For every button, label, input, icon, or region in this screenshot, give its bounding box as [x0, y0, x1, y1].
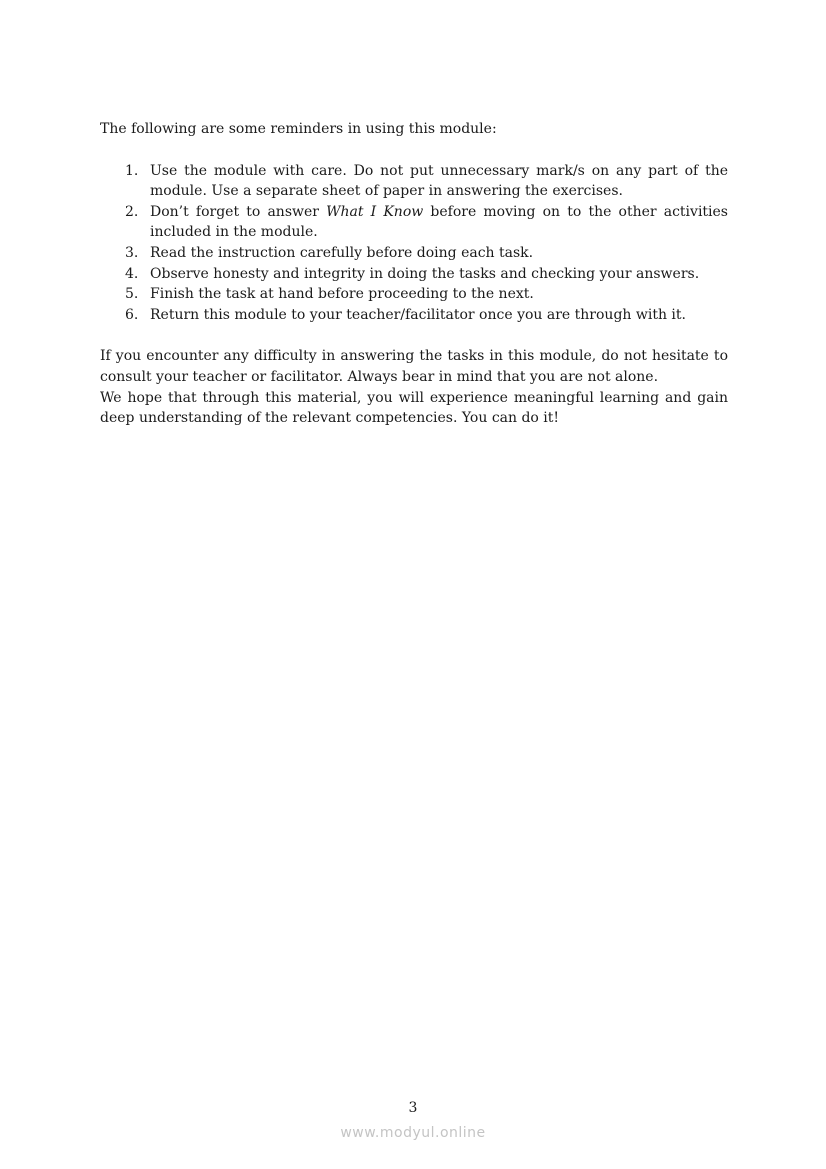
list-item-text	[150, 202, 728, 243]
list-item-number: 6.	[125, 306, 139, 323]
list-item	[100, 284, 728, 305]
list-item-number: 5.	[125, 286, 139, 303]
list-item-text: Use the module with care. Do not put unnecessary mark/s on any part of the module. Use a separate sheet of paper in answering the exercises.	[150, 162, 728, 200]
list-item-number: 3.	[125, 244, 139, 261]
closing-section	[100, 346, 728, 428]
list-item-text: Return this module to your teacher/facilitator once you are through with it.	[150, 306, 686, 323]
reminders-list	[100, 161, 728, 326]
what-i-know-emphasis: What I Know	[326, 203, 424, 220]
list-item	[100, 305, 728, 326]
page-body	[100, 119, 728, 429]
list-item	[100, 161, 728, 202]
closing-paragraph-difficulty: If you encounter any difficulty in answering the tasks in this module, do not hesitate to consult your teacher or facilitator. Always bear in mind that you are not alone.	[100, 348, 728, 385]
closing-paragraph-encouragement: We hope that through this material, you will experience meaningful learning and gain deep understanding of the relevant competencies. You can do it!	[100, 389, 728, 427]
list-item-text-after: before moving on to the other activities included in the module.	[150, 203, 728, 241]
list-item-text: Finish the task at hand before proceeding to the next.	[150, 286, 534, 303]
page-number: 3	[408, 1100, 418, 1116]
list-item-number: 4.	[125, 265, 139, 282]
list-item	[100, 202, 728, 243]
list-item-number: 1.	[125, 162, 139, 179]
list-item-text-before: Don’t forget to answer	[150, 203, 327, 220]
list-item-text: Observe honesty and integrity in doing the tasks and checking your answers.	[150, 265, 700, 282]
list-item-text: Read the instruction carefully before doing each task.	[150, 244, 534, 261]
watermark: www.modyul.online	[340, 1125, 486, 1141]
list-item	[100, 264, 728, 285]
list-item	[100, 243, 728, 264]
list-item-number: 2.	[125, 203, 139, 220]
intro-text: The following are some reminders in using this module:	[100, 121, 497, 137]
